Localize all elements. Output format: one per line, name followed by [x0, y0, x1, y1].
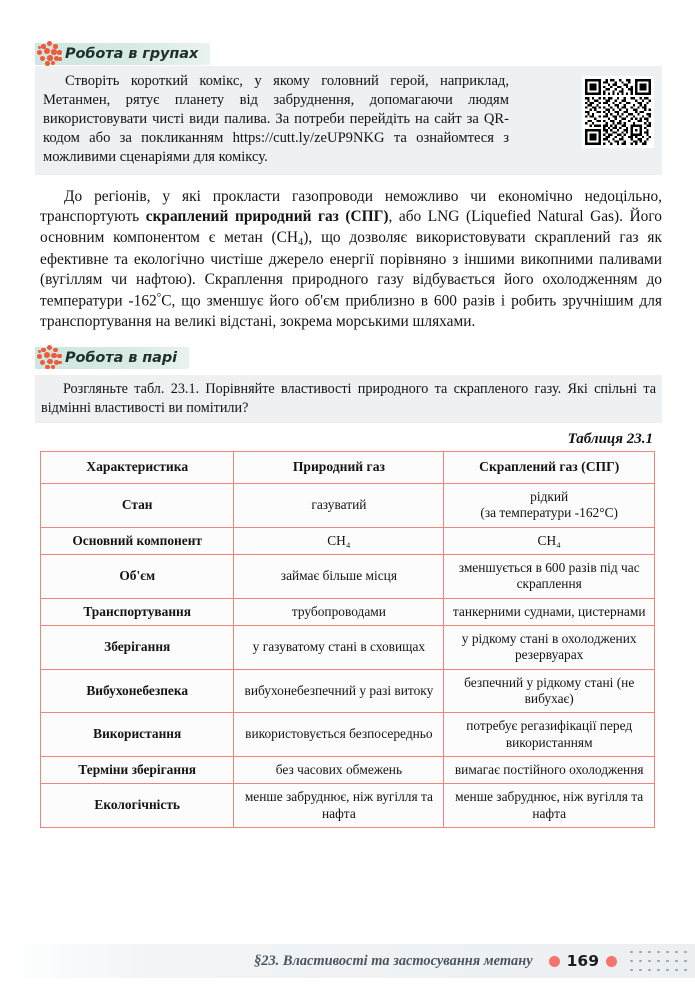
table-row	[41, 483, 655, 527]
table-cell-characteristic: Терміни зберігання	[41, 756, 234, 783]
table-cell-characteristic: Екологічність	[41, 784, 234, 828]
lng-paragraph	[40, 187, 662, 333]
table-header-lng: Скраплений газ (СПГ)	[444, 452, 655, 484]
table-caption: Таблиця 23.1	[567, 431, 653, 448]
table-cell-natural: вибухонебезпечний у разі витоку	[234, 669, 444, 713]
table-row	[41, 598, 655, 625]
dot-cluster-icon	[37, 41, 63, 67]
group-work-heading	[35, 42, 662, 66]
table-cell-natural: менше забруднює, ніж вугілля та нафта	[234, 784, 444, 828]
table-cell-natural: без часових обмежень	[234, 756, 444, 783]
pair-work-paragraph: Розгляньте табл. 23.1. Порівняйте властивості природного та скрапленого газу. Які спільні та відмінні властивості ви помітили?	[41, 380, 656, 416]
table-row	[41, 669, 655, 713]
table-cell-lng: у рідкому стані в охолоджених резервуарах	[444, 625, 655, 669]
table-cell-lng: безпечний у рідкому стані (не вибухає)	[444, 669, 655, 713]
group-work-paragraph: Створіть короткий комікс, у якому головний герой, наприклад, Метанмен, рятує планету від забруднення, допомагаючи людям використовувати чисті види палива. За потреби перейдіть на сайт за QR-кодом або за покликанням https://cutt.ly/zeUP9NKG та ознайомтеся з можливими сценаріями для коміксу.	[43, 73, 509, 165]
table-cell-lng: танкерними суднами, цистернами	[444, 598, 655, 625]
qr-code[interactable]	[582, 76, 654, 148]
table-cell-lng: потребує регазифікації перед використанням	[444, 713, 655, 757]
page-number: 169	[566, 952, 599, 970]
table-cell-natural: у газуватому стані в сховищах	[234, 625, 444, 669]
table-row	[41, 554, 655, 598]
footer-dot-right-icon	[606, 956, 617, 967]
lng-bold-term: скраплений природний газ (СПГ)	[145, 208, 389, 226]
group-work-badge	[35, 43, 210, 65]
methane-subscript: 4	[298, 236, 304, 248]
table-header-natural-gas: Природний газ	[234, 452, 444, 484]
footer-dot-left-icon	[549, 956, 560, 967]
table-cell-characteristic: Об'єм	[41, 554, 234, 598]
table-cell-natural: трубопроводами	[234, 598, 444, 625]
lng-prose-section	[0, 187, 695, 333]
table-cell-natural: CH₄	[234, 527, 444, 554]
properties-table-body	[41, 483, 655, 827]
table-row	[41, 756, 655, 783]
table-cell-characteristic: Використання	[41, 713, 234, 757]
table-cell-lng: вимагає постійного охолодження	[444, 756, 655, 783]
table-header-characteristic: Характеристика	[41, 452, 234, 484]
table-row	[41, 713, 655, 757]
page-footer	[0, 944, 695, 978]
table-cell-characteristic: Вибухонебезпека	[41, 669, 234, 713]
properties-table-wrapper	[0, 451, 695, 828]
table-row	[41, 625, 655, 669]
pair-work-badge	[35, 347, 189, 369]
table-cell-natural: займає більше місця	[234, 554, 444, 598]
pair-work-section	[0, 346, 695, 423]
table-cell-characteristic: Зберігання	[41, 625, 234, 669]
group-work-badge-label: Робота в групах	[65, 46, 199, 62]
qr-code-image	[585, 79, 651, 145]
table-cell-lng: зменшується в 600 разів під час скраплення	[444, 554, 655, 598]
table-cell-characteristic: Транспортування	[41, 598, 234, 625]
group-work-section	[0, 0, 695, 175]
table-header-row	[41, 452, 655, 484]
table-row	[41, 527, 655, 554]
table-cell-lng: CH₄	[444, 527, 655, 554]
lng-text-part1: До регіонів, у які прокласти газопроводи неможливо чи економічно недоцільно, транспортують	[40, 187, 662, 226]
degree-symbol: °	[156, 291, 162, 304]
table-cell-lng: рідкий (за температури -162°С)	[444, 483, 655, 527]
dot-cluster-icon	[37, 345, 63, 371]
lng-text-part2: , або LNG (Liquefied Natural Gas). Його основним компонентом є метан (CH	[40, 208, 662, 246]
lng-text-part3: ), що дозволяє використовувати скраплений газ як ефективне та екологічно чистіше джерело енергії порівняно з іншими викопними паливами (вугіллям чи нафтою). Скраплення природного газу відбувається його охолодженням до температури -162	[40, 228, 662, 310]
table-cell-lng: менше забруднює, ніж вугілля та нафта	[444, 784, 655, 828]
properties-table	[40, 451, 655, 828]
table-cell-characteristic: Основний компонент	[41, 527, 234, 554]
table-cell-characteristic: Стан	[41, 483, 234, 527]
table-cell-natural: використовується безпосередньо	[234, 713, 444, 757]
group-work-text-block	[35, 66, 662, 175]
footer-section-title: §23. Властивості та застосування метану	[254, 952, 533, 969]
lng-text-part4: С, що зменшує його об'єм приблизно в 600 разів і робить зручнішим для транспортування на великі відстані, зокрема морськими шляхами.	[40, 292, 663, 331]
table-cell-natural: газуватий	[234, 483, 444, 527]
pair-work-heading	[35, 346, 662, 370]
pair-work-text-block	[35, 375, 662, 423]
footer-dot-grid-decoration	[628, 949, 689, 974]
pair-work-badge-label: Робота в парі	[65, 349, 177, 366]
table-row	[41, 784, 655, 828]
